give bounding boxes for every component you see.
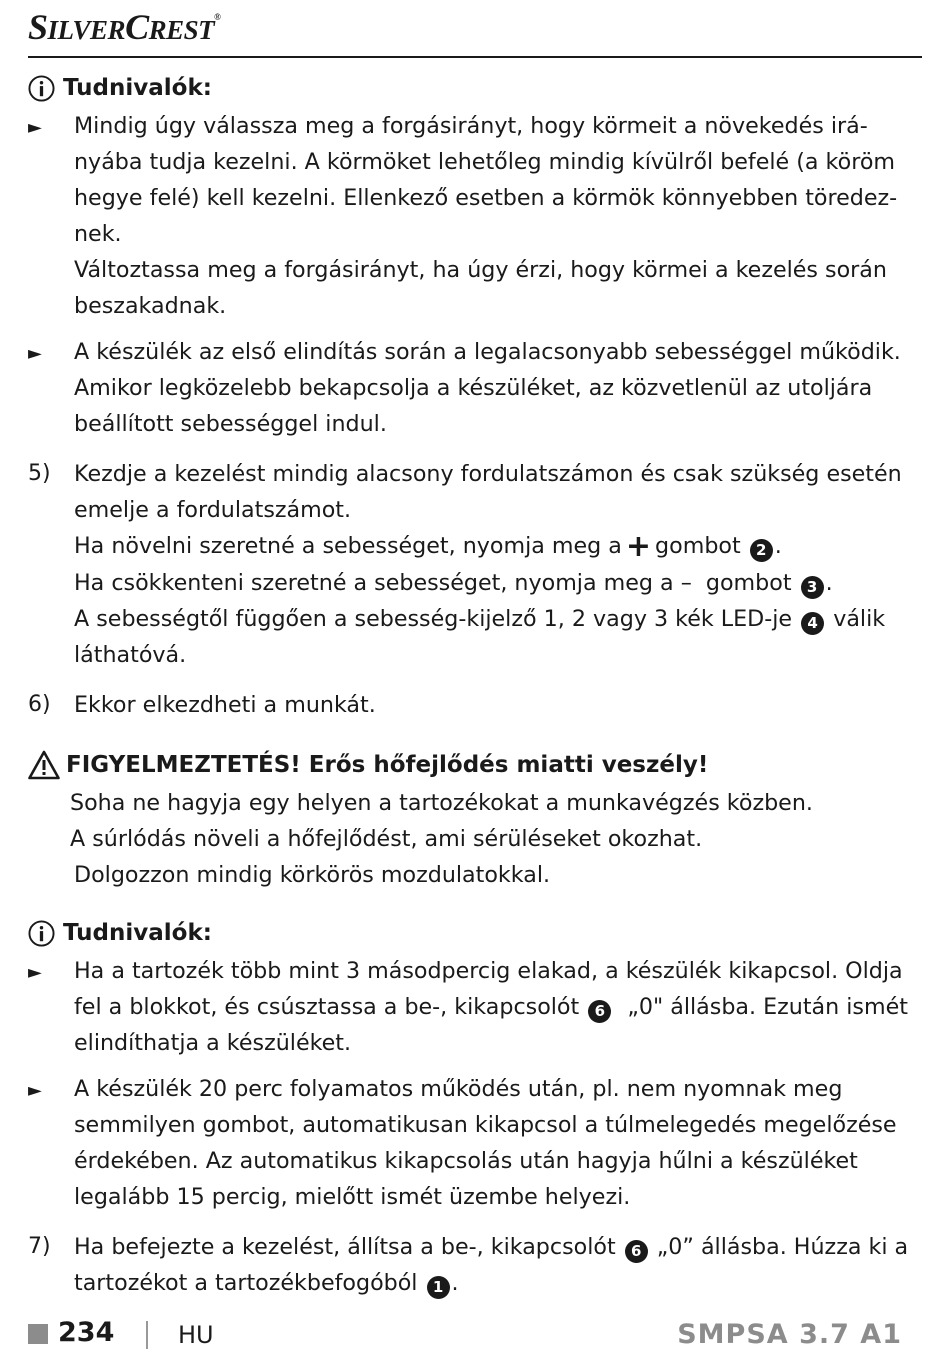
info-icon bbox=[28, 75, 55, 102]
page-footer bbox=[28, 1317, 922, 1355]
warning-text: A súrlódás növeli a hőfejlődést, ami sérüléseket okozhat. bbox=[70, 826, 703, 852]
warning-heading bbox=[28, 745, 922, 785]
bullet-arrow-icon: ► bbox=[28, 962, 42, 983]
step-7 bbox=[28, 1229, 922, 1301]
warning-text: Dolgozzon mindig körkörös mozdulatokkal. bbox=[74, 862, 551, 888]
reference-number: 3 bbox=[801, 576, 824, 599]
note-text: Mindig úgy válassza meg a forgásirányt, hogy körmeit a növekedés irányába tudja kezelni. A körmöket lehetőleg mindig kívülről befelé (a köröm hegye felé) kell kezelni. Ellenkező esetben a körmök könnyebben töredeznek. bbox=[74, 113, 898, 247]
reference-number: 4 bbox=[801, 612, 824, 635]
page-marker bbox=[28, 1324, 48, 1344]
step-number: 6) bbox=[28, 692, 51, 717]
note-title: Tudnivalók: bbox=[63, 75, 212, 101]
step-6 bbox=[28, 687, 922, 723]
reference-number: 6 bbox=[588, 1000, 611, 1023]
note-text: Változtassa meg a forgásirányt, ha úgy érzi, hogy körmei a kezelés során beszakadnak. bbox=[74, 257, 887, 319]
page-number: 234 bbox=[58, 1317, 115, 1348]
step-number: 5) bbox=[28, 461, 51, 486]
step-number: 7) bbox=[28, 1234, 51, 1259]
plus-symbol: + bbox=[625, 529, 652, 564]
note-heading-2 bbox=[28, 913, 922, 953]
language-code: HU bbox=[178, 1321, 214, 1349]
note-text: A készülék az első elindítás során a legalacsonyabb sebességgel működik. Amikor legközelebb bekapcsolja a készüléket, az közvetlenül az utoljára beállított sebességgel indul. bbox=[74, 339, 901, 437]
note-title: Tudnivalók: bbox=[63, 920, 212, 946]
step-text: Ha befejezte a kezelést, állítsa a be-, kikapcsolót 6 „0” állásba. Húzza ki a tartozékot a tartozékbefogóból 1 . bbox=[74, 1229, 922, 1301]
step-text: Kezdje a kezelést mindig alacsony fordulatszámon és csak szükség esetén emelje a fordulatszámot. bbox=[74, 461, 902, 523]
note-text: Ha a tartozék több mint 3 másodpercig elakad, a készülék kikapcsol. Oldja fel a blokkot, és csúsztassa a be-, kikapcsolót 6 „0" állásba. Ezután ismét elindíthatja a készüléket. bbox=[74, 958, 908, 1056]
step-text-increase: Ha növelni szeretné a sebességet, nyomja meg a + gombot 2 . bbox=[74, 529, 782, 564]
step-text-led: A sebességtől függően a sebesség-kijelző 1, 2 vagy 3 kék LED-je 4 válik láthatóvá. bbox=[74, 606, 886, 668]
step-text-decrease: Ha csökkenteni szeretné a sebességet, nyomja meg a – gombot 3 . bbox=[74, 565, 922, 601]
warning-triangle-icon bbox=[28, 750, 60, 780]
list-item bbox=[28, 953, 922, 1061]
note-heading-1 bbox=[28, 68, 922, 108]
model-number: SMPSA 3.7 A1 bbox=[677, 1319, 902, 1350]
list-item bbox=[28, 334, 922, 442]
warning-text: Soha ne hagyja egy helyen a tartozékokat a munkavégzés közben. bbox=[70, 790, 813, 816]
step-text: Ekkor elkezdheti a munkát. bbox=[74, 692, 376, 718]
minus-symbol: – bbox=[680, 570, 692, 596]
footer-divider bbox=[146, 1321, 148, 1349]
info-icon bbox=[28, 920, 55, 947]
reference-number: 6 bbox=[625, 1240, 648, 1263]
reference-number: 2 bbox=[750, 539, 773, 562]
bullet-arrow-icon: ► bbox=[28, 117, 42, 138]
page-header bbox=[28, 4, 922, 58]
reference-number: 1 bbox=[427, 1276, 450, 1299]
manual-content bbox=[28, 68, 922, 1301]
list-item bbox=[28, 1071, 922, 1215]
step-5 bbox=[28, 456, 922, 673]
warning-body bbox=[28, 785, 922, 893]
bullet-arrow-icon: ► bbox=[28, 1080, 42, 1101]
note-text: A készülék 20 perc folyamatos működés után, pl. nem nyomnak meg semmilyen gombot, automatikusan kikapcsol a túlmelegedés megelőzése érdekében. Az automatikus kikapcsolás után hagyja hűlni a készüléket legalább 15 percig, mielőtt ismét üzembe helyezi. bbox=[74, 1076, 897, 1210]
warning-title: FIGYELMEZTETÉS! Erős hőfejlődés miatti veszély! bbox=[66, 752, 709, 778]
list-item bbox=[28, 108, 922, 324]
silvercrest-logo: SILVERCREST® bbox=[28, 7, 221, 47]
bullet-arrow-icon: ► bbox=[28, 343, 42, 364]
